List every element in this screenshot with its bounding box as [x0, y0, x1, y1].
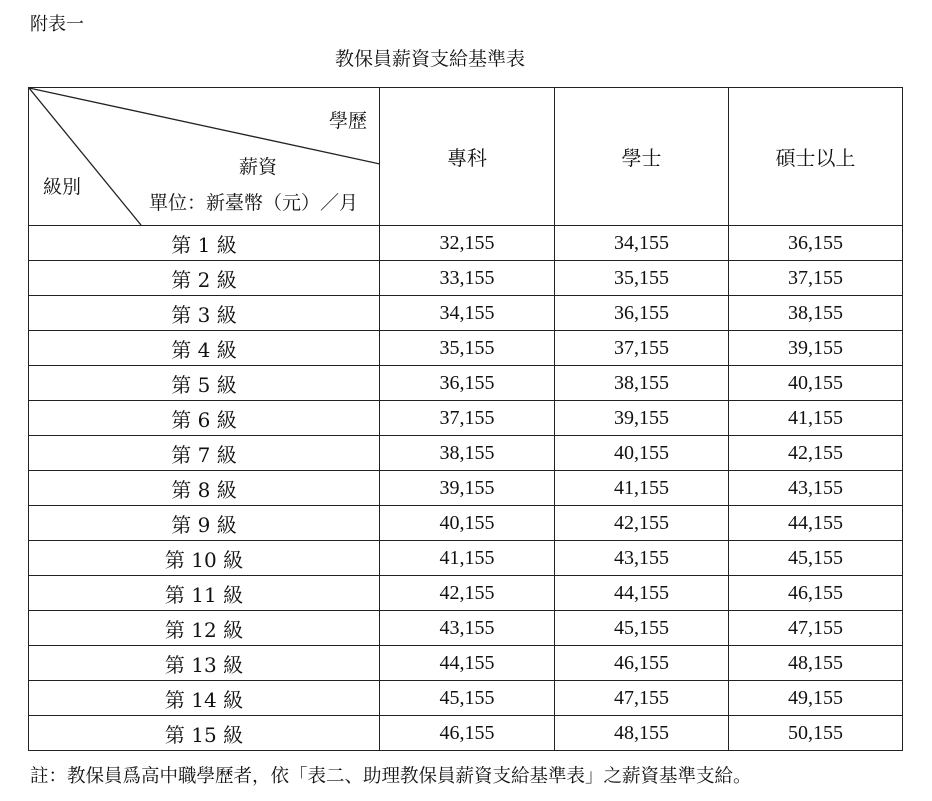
salary-cell: 34,155	[555, 226, 729, 261]
salary-cell: 45,155	[729, 541, 903, 576]
footnote: 註：教保員爲高中職學歷者，依「表二、助理教保員薪資支給基準表」之薪資基準支給。	[30, 766, 752, 787]
grade-cell: 第 5 級	[29, 366, 380, 401]
salary-cell: 33,155	[380, 261, 555, 296]
table-row	[29, 681, 903, 716]
salary-cell: 36,155	[380, 366, 555, 401]
unit-label: 單位：新臺幣（元）／月	[149, 192, 359, 214]
table-row	[29, 296, 903, 331]
salary-cell: 45,155	[555, 611, 729, 646]
table-row	[29, 366, 903, 401]
salary-cell: 35,155	[555, 261, 729, 296]
table-header-row	[29, 88, 903, 226]
salary-cell: 39,155	[729, 331, 903, 366]
salary-cell: 40,155	[729, 366, 903, 401]
education-label: 學歷	[328, 110, 367, 132]
salary-cell: 41,155	[380, 541, 555, 576]
grade-cell: 第 9 級	[29, 506, 380, 541]
salary-cell: 36,155	[729, 226, 903, 261]
salary-cell: 42,155	[380, 576, 555, 611]
table-row	[29, 401, 903, 436]
salary-cell: 46,155	[380, 716, 555, 751]
salary-cell: 47,155	[555, 681, 729, 716]
salary-cell: 38,155	[380, 436, 555, 471]
salary-cell: 37,155	[555, 331, 729, 366]
table-row	[29, 611, 903, 646]
table-title: 教保員薪資支給基準表	[334, 48, 525, 70]
salary-cell: 48,155	[729, 646, 903, 681]
table-row	[29, 226, 903, 261]
grade-cell: 第 12 級	[29, 611, 380, 646]
salary-cell: 40,155	[380, 506, 555, 541]
table-body	[29, 226, 903, 751]
table-row	[29, 506, 903, 541]
column-header-associate: 專科	[380, 88, 555, 226]
salary-cell: 41,155	[555, 471, 729, 506]
salary-cell: 36,155	[555, 296, 729, 331]
table-row	[29, 436, 903, 471]
grade-cell: 第 15 級	[29, 716, 380, 751]
table-row	[29, 576, 903, 611]
salary-cell: 45,155	[380, 681, 555, 716]
salary-cell: 50,155	[729, 716, 903, 751]
table-row	[29, 541, 903, 576]
salary-cell: 40,155	[555, 436, 729, 471]
salary-cell: 43,155	[380, 611, 555, 646]
salary-cell: 46,155	[729, 576, 903, 611]
salary-cell: 35,155	[380, 331, 555, 366]
grade-cell: 第 8 級	[29, 471, 380, 506]
pay-label: 薪資	[239, 156, 278, 178]
salary-cell: 37,155	[729, 261, 903, 296]
salary-cell: 43,155	[729, 471, 903, 506]
grade-cell: 第 2 級	[29, 261, 380, 296]
salary-cell: 44,155	[729, 506, 903, 541]
grade-cell: 第 1 級	[29, 226, 380, 261]
grade-cell: 第 11 級	[29, 576, 380, 611]
salary-cell: 47,155	[729, 611, 903, 646]
grade-cell: 第 7 級	[29, 436, 380, 471]
grade-cell: 第 3 級	[29, 296, 380, 331]
column-header-master: 碩士以上	[729, 88, 903, 226]
grade-cell: 第 14 級	[29, 681, 380, 716]
salary-cell: 37,155	[380, 401, 555, 436]
salary-cell: 39,155	[555, 401, 729, 436]
corner-header-cell	[29, 88, 380, 226]
salary-cell: 46,155	[555, 646, 729, 681]
column-header-bachelor: 學士	[555, 88, 729, 226]
salary-cell: 43,155	[555, 541, 729, 576]
salary-table	[28, 87, 903, 751]
annex-label: 附表一	[30, 14, 84, 35]
salary-cell: 38,155	[729, 296, 903, 331]
grade-cell: 第 10 級	[29, 541, 380, 576]
salary-cell: 48,155	[555, 716, 729, 751]
table-row	[29, 646, 903, 681]
salary-cell: 44,155	[555, 576, 729, 611]
salary-cell: 32,155	[380, 226, 555, 261]
salary-cell: 42,155	[729, 436, 903, 471]
salary-cell: 49,155	[729, 681, 903, 716]
grade-cell: 第 6 級	[29, 401, 380, 436]
salary-cell: 39,155	[380, 471, 555, 506]
salary-cell: 41,155	[729, 401, 903, 436]
table-row	[29, 331, 903, 366]
salary-cell: 42,155	[555, 506, 729, 541]
table-row	[29, 261, 903, 296]
table-row	[29, 471, 903, 506]
table-row	[29, 716, 903, 751]
salary-cell: 44,155	[380, 646, 555, 681]
grade-label: 級別	[43, 176, 82, 198]
grade-cell: 第 13 級	[29, 646, 380, 681]
salary-cell: 34,155	[380, 296, 555, 331]
grade-cell: 第 4 級	[29, 331, 380, 366]
salary-cell: 38,155	[555, 366, 729, 401]
